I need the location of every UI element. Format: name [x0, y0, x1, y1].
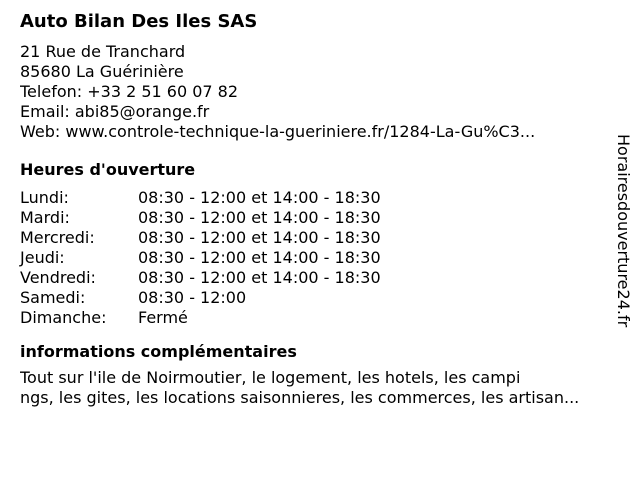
info-line: ngs, les gites, les locations saisonnieres, les commerces, les artisan... [20, 388, 580, 407]
hours-row-samedi [20, 288, 620, 308]
hours-row-mardi [20, 208, 620, 228]
time-value: 08:30 - 12:00 et 14:00 - 18:30 [138, 188, 381, 207]
hours-row-vendredi [20, 268, 620, 288]
time-value: Fermé [138, 308, 188, 327]
time-value: 08:30 - 12:00 et 14:00 - 18:30 [138, 268, 381, 287]
opening-hours-table [20, 188, 620, 328]
contact-block [20, 42, 620, 142]
day-label: Samedi: [20, 288, 86, 307]
hours-row-dimanche [20, 308, 620, 328]
hours-row-lundi [20, 188, 620, 208]
email-address: Email: abi85@orange.fr [20, 102, 210, 121]
site-watermark [612, 134, 634, 374]
day-label: Mardi: [20, 208, 70, 227]
watermark-text: Horairesdouverture24.fr [614, 134, 633, 328]
hours-row-jeudi [20, 248, 620, 268]
info-description [20, 368, 632, 408]
day-label: Lundi: [20, 188, 69, 207]
day-label: Jeudi: [20, 248, 65, 267]
city-address: 85680 La Guérinière [20, 62, 184, 81]
time-value: 08:30 - 12:00 et 14:00 - 18:30 [138, 248, 381, 267]
hours-row-mercredi [20, 228, 620, 248]
business-card [20, 10, 620, 408]
street-address: 21 Rue de Tranchard [20, 42, 186, 61]
info-heading: informations complémentaires [20, 342, 297, 361]
time-value: 08:30 - 12:00 et 14:00 - 18:30 [138, 228, 381, 247]
time-value: 08:30 - 12:00 [138, 288, 247, 307]
phone-number: Telefon: +33 2 51 60 07 82 [20, 82, 239, 101]
website-url: Web: www.controle-technique-la-gueriniere.fr/1284-La-Gu%C3... [20, 122, 536, 141]
day-label: Dimanche: [20, 308, 107, 327]
business-name: Auto Bilan Des Iles SAS [20, 11, 258, 32]
hours-heading: Heures d'ouverture [20, 160, 196, 179]
day-label: Mercredi: [20, 228, 95, 247]
time-value: 08:30 - 12:00 et 14:00 - 18:30 [138, 208, 381, 227]
day-label: Vendredi: [20, 268, 96, 287]
info-line: Tout sur l'ile de Noirmoutier, le logement, les hotels, les campi [20, 368, 521, 387]
